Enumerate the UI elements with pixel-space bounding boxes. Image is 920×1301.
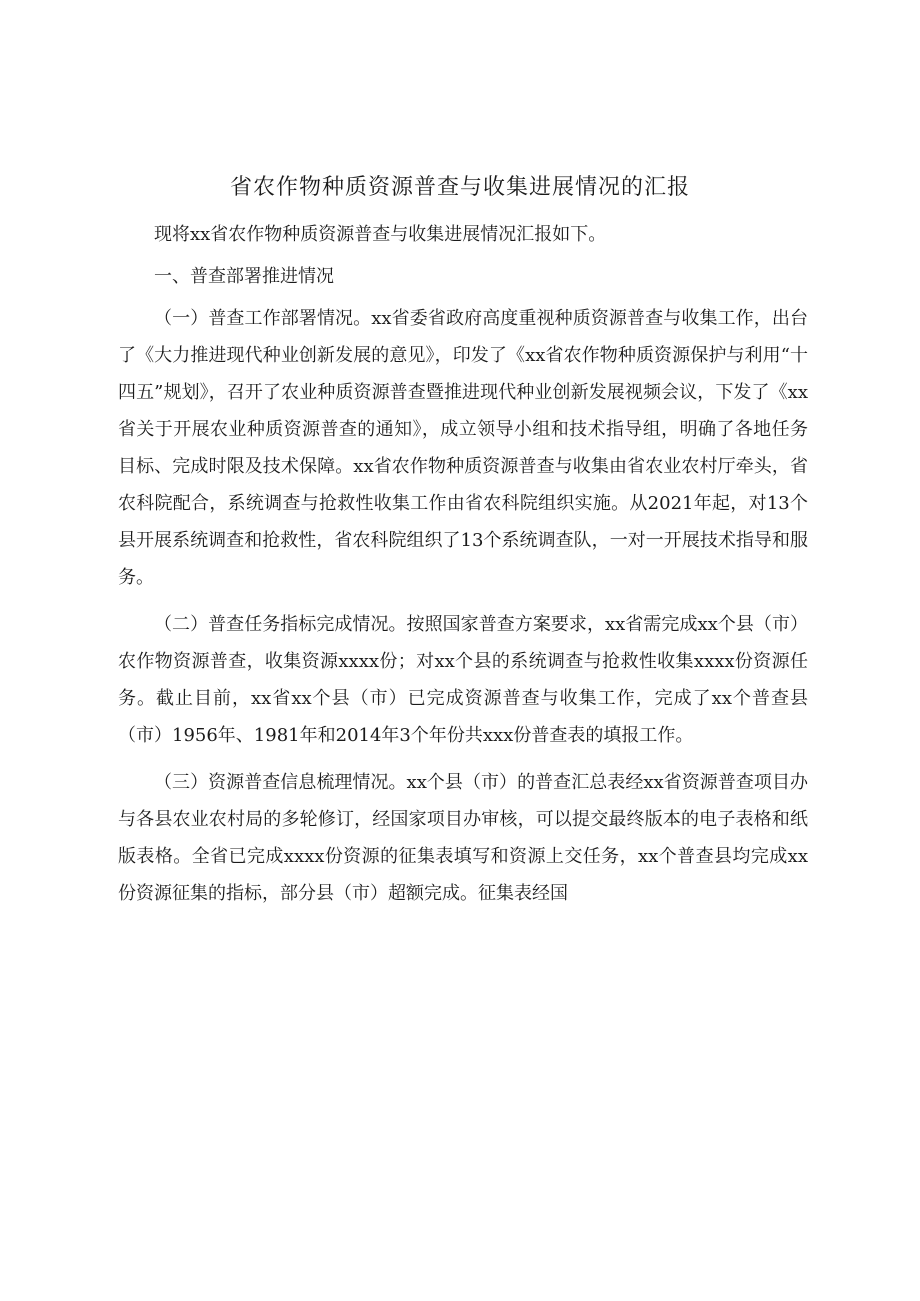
paragraph-deployment: （一）普查工作部署情况。xx省委省政府高度重视种质资源普查与收集工作，出台了《大力推进现代种业创新发展的意见》，印发了《xx省农作物种质资源保护与利用“十四五”规划》，召开了农业种质资源普查暨推进现代种业创新发展视频会议，下发了《xx省关于开展农业种质资源普查的通知》，成立领导小组和技术指导组，明确了各地任务目标、完成时限及技术保障。xx省农作物种质资源普查与收集由省农业农村厅牵头，省农科院配合，系统调查与抢救性收集工作由省农科院组织实施。从2021年起，对13个县开展系统调查和抢救性，省农科院组织了13个系统调查队，一对一开展技术指导和服务。 [118, 308, 808, 588]
paragraph-information-review: （三）资源普查信息梳理情况。xx个县（市）的普查汇总表经xx省资源普查项目办与各县农业农村局的多轮修订，经国家项目办审核，可以提交最终版本的电子表格和纸版表格。全省已完成xxxx份资源的征集表填写和资源上交任务，xx个普查县均完成xx份资源征集的指标，部分县（市）超额完成。征集表经国 [118, 772, 808, 904]
document-title: 省农作物种质资源普查与收集进展情况的汇报 [229, 175, 690, 200]
section-heading: 一、普查部署推进情况 [154, 266, 334, 287]
document-body [118, 216, 808, 922]
paragraph-task-completion: （二）普查任务指标完成情况。按照国家普查方案要求，xx省需完成xx个县（市）农作物资源普查，收集资源xxxx份；对xx个县的系统调查与抢救性收集xxxx份资源任务。截止目前，xx省xx个县（市）已完成资源普查与收集工作，完成了xx个普查县（市）1956年、1981年和2014年3个年份共xxx份普查表的填报工作。 [118, 614, 808, 746]
intro-paragraph: 现将xx省农作物种质资源普查与收集进展情况汇报如下。 [154, 224, 607, 245]
